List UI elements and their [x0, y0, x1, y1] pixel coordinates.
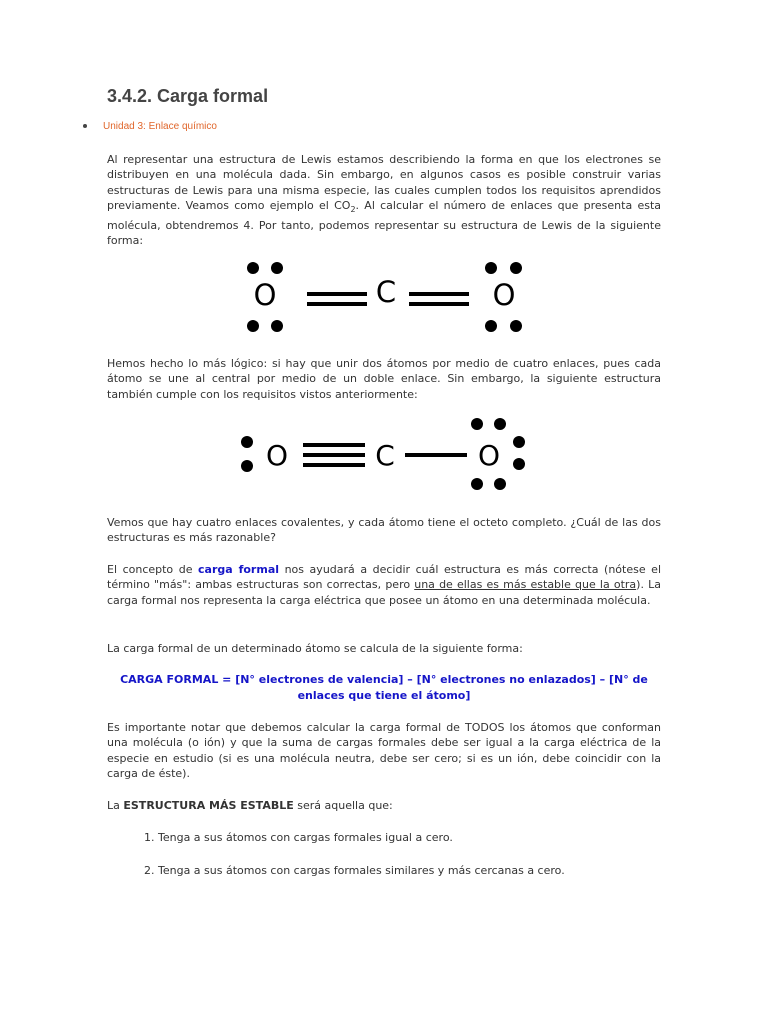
term-carga-formal: carga formal	[198, 563, 280, 576]
page-title: 3.4.2. Carga formal	[107, 86, 269, 106]
paragraph-explanation: Hemos hecho lo más lógico: si hay que unir dos átomos por medio de cuatro enlaces, pues cada átomo se une al central por medio de un doble enlace. Sin embargo, la siguiente estructura también cumple con los requisitos vistos anteriormente:	[107, 357, 661, 401]
electron-dot	[271, 262, 283, 274]
atom-oxygen-left: O	[253, 278, 277, 312]
bond-line	[303, 463, 365, 467]
bond-line	[303, 453, 365, 457]
lewis-structure-double-bond	[243, 255, 533, 339]
bond-line	[303, 443, 365, 447]
paragraph-note: Es importante notar que debemos calcular la carga formal de TODOS los átomos que conforman una molécula (o ión) y que la suma de cargas formales debe ser igual a la carga eléctrica de la especie en estudio (si es una molécula neutra, debe ser cero; si es un ión, debe coincidir con la carga de éste).	[107, 721, 661, 781]
paragraph-question: Vemos que hay cuatro enlaces covalentes, y cada átomo tiene el octeto completo. ¿Cuál de las dos estructuras es más razonable?	[107, 516, 661, 545]
formula: CARGA FORMAL = [N° electrones de valencia] – [N° electrones no enlazados] – [N° de enlaces que tiene el átomo]	[120, 673, 648, 702]
paragraph-concept: El concepto de carga formal nos ayudará a decidir cuál estructura es más correcta (nótese el término "más": ambas estructuras son correctas, pero una de ellas es más estable que la otra). La carga formal nos representa la carga eléctrica que posee un átomo en una determinada molécula.	[107, 563, 661, 607]
electron-dot	[241, 436, 253, 448]
bond-line	[409, 292, 469, 296]
paragraph-calc: La carga formal de un determinado átomo se calcula de la siguiente forma:	[107, 642, 523, 655]
electron-dot	[271, 320, 283, 332]
electron-dot	[513, 458, 525, 470]
electron-dot	[247, 320, 259, 332]
list-item: 2. Tenga a sus átomos con cargas formales similares y más cercanas a cero.	[144, 864, 565, 877]
atom-oxygen-right: O	[477, 439, 501, 472]
atom-carbon: C	[375, 439, 395, 472]
bond-line	[307, 292, 367, 296]
subscript-2: 2	[350, 205, 356, 215]
bullet-icon	[83, 124, 87, 128]
paragraph-stable: La ESTRUCTURA MÁS ESTABLE será aquella que:	[107, 799, 393, 812]
electron-dot	[471, 418, 483, 430]
breadcrumb-link[interactable]: Unidad 3: Enlace químico	[103, 121, 217, 132]
bond-line	[307, 302, 367, 306]
lewis-structure-triple-bond	[235, 412, 535, 498]
electron-dot	[485, 262, 497, 274]
breadcrumb	[83, 121, 683, 132]
electron-dot	[494, 418, 506, 430]
electron-dot	[513, 436, 525, 448]
electron-dot	[510, 262, 522, 274]
electron-dot	[471, 478, 483, 490]
atom-oxygen-left: O	[265, 439, 289, 472]
paragraph-intro: Al representar una estructura de Lewis estamos describiendo la forma en que los electrones se distribuyen en una molécula dada. Sin embargo, en algunos casos es posible construir varias estructuras de Lewis para una misma especie, las cuales cumplen todos los requisitos aprendidos previamente. Veamos como ejemplo el $CO_2$. Al calcular el número de enlaces que presenta esta molécula, obtendremos 4. Por tanto, podemos representar su estructura de Lewis de la siguiente forma:	[107, 153, 661, 248]
bold-phrase: ESTRUCTURA MÁS ESTABLE	[123, 799, 294, 812]
list-item: 1. Tenga a sus átomos con cargas formales igual a cero.	[144, 831, 453, 844]
electron-dot	[510, 320, 522, 332]
electron-dot	[494, 478, 506, 490]
electron-dot	[485, 320, 497, 332]
underlined-phrase: una de ellas es más estable que la otra	[414, 578, 637, 592]
atom-oxygen-right: O	[492, 278, 516, 312]
bond-line	[409, 302, 469, 306]
electron-dot	[247, 262, 259, 274]
atom-carbon: C	[375, 275, 397, 309]
electron-dot	[241, 460, 253, 472]
bond-line	[405, 453, 467, 457]
